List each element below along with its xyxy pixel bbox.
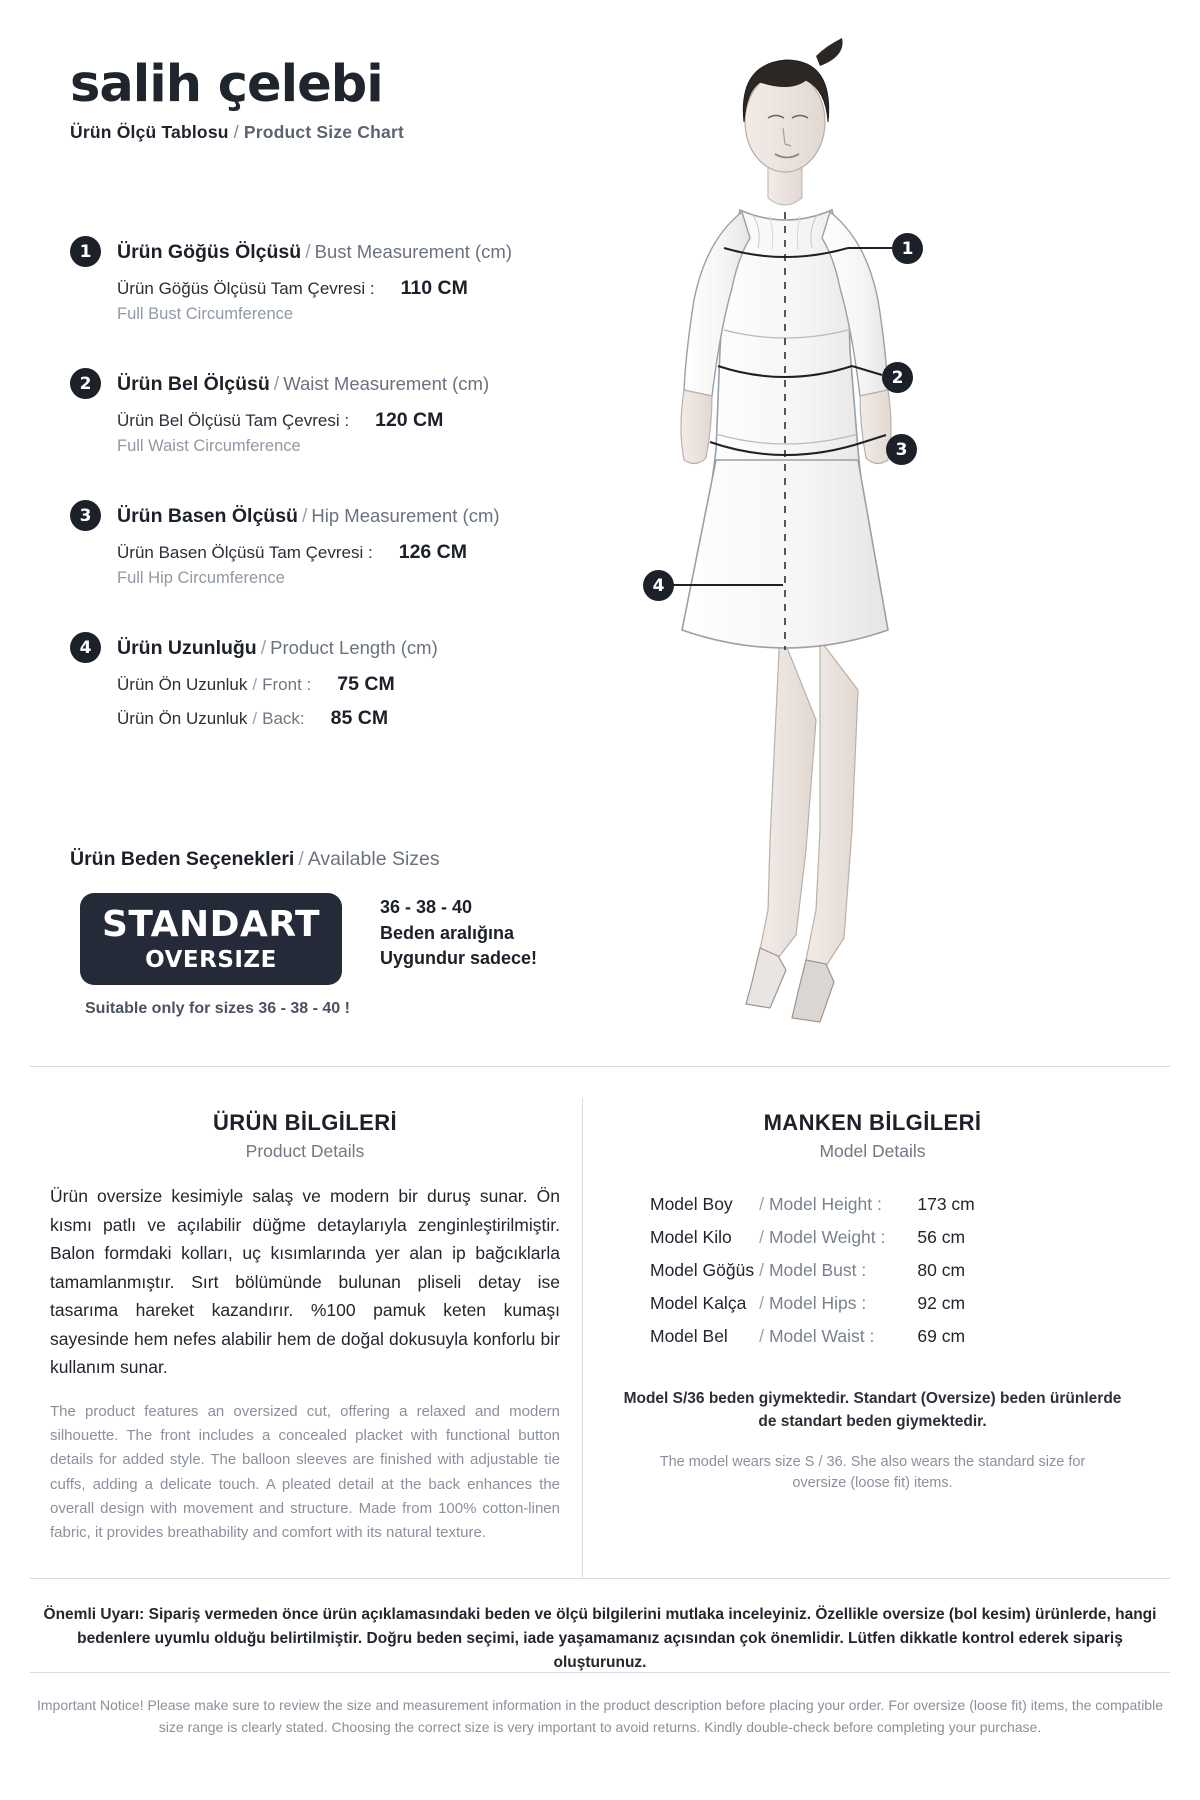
measurement-title-waist — [117, 368, 590, 400]
dress-figure-svg — [620, 30, 1180, 1040]
table-row — [650, 1320, 975, 1353]
model-details-section — [595, 1110, 1150, 1495]
measurement-title-en: Product Length (cm) — [270, 637, 438, 658]
model-label-en: Model Waist : — [768, 1326, 875, 1346]
model-label-tr: Model Kilo — [650, 1227, 732, 1247]
size-badge-line2: OVERSIZE — [145, 946, 277, 973]
model-slash: / — [759, 1326, 764, 1346]
model-slash: / — [759, 1293, 764, 1313]
model-slash: / — [759, 1227, 764, 1247]
model-note-tr: Model S/36 beden giymektedir. Standart (Oversize) beden ürünlerde de standart beden giymektedir. — [623, 1390, 1122, 1431]
measurement-label: Ürün Göğüs Ölçüsü Tam Çevresi : — [117, 279, 375, 298]
measurement-title-en: Hip Measurement (cm) — [311, 505, 500, 526]
available-sizes-title-tr: Ürün Beden Seçenekleri — [70, 848, 295, 870]
callout-3: 3 — [886, 434, 917, 465]
measurement-sub-en-hip: Full Hip Circumference — [117, 569, 285, 587]
model-note-en: The model wears size S / 36. She also wears the standard size for oversize (loose fit) items. — [659, 1453, 1086, 1492]
size-badge-standart-oversize — [80, 893, 342, 985]
title-slash: / — [260, 637, 267, 659]
length-slash: / — [252, 709, 258, 728]
measurement-badge-1: 1 — [70, 236, 101, 267]
length-slash: / — [252, 675, 258, 694]
available-sizes-title — [70, 848, 440, 871]
measurement-row-waist — [70, 368, 590, 456]
model-slash: / — [759, 1194, 764, 1214]
model-label-en: Model Weight : — [768, 1227, 886, 1247]
size-range-note-line2: Beden aralığına — [380, 922, 515, 943]
title-slash: / — [305, 241, 311, 263]
measurement-sub-en-waist: Full Waist Circumference — [117, 437, 301, 455]
brand-block — [70, 55, 500, 143]
measurement-label: Ürün Bel Ölçüsü Tam Çevresi : — [117, 411, 350, 430]
divider-top — [30, 1066, 1170, 1067]
measurement-label: Ürün Basen Ölçüsü Tam Çevresi : — [117, 543, 373, 562]
brand-logo: salih çelebi — [70, 55, 383, 114]
divider-vertical — [582, 1098, 583, 1578]
available-sizes-title-en: Available Sizes — [307, 848, 440, 870]
model-label-tr: Model Bel — [650, 1326, 728, 1346]
divider-footer-top — [30, 1578, 1170, 1579]
model-label-tr: Model Kalça — [650, 1293, 747, 1313]
model-value: 69 cm — [917, 1326, 966, 1346]
table-row — [650, 1254, 975, 1287]
product-details-section — [50, 1110, 560, 1545]
measurement-badge-2: 2 — [70, 368, 101, 399]
measurement-title-hip — [117, 500, 590, 532]
model-label-en: Model Height : — [768, 1194, 882, 1214]
length-front-label-tr: Ürün Ön Uzunluk — [117, 675, 248, 694]
measurement-row-length — [70, 632, 590, 730]
title-slash: / — [273, 373, 280, 395]
model-value: 173 cm — [917, 1194, 975, 1214]
model-label-tr: Model Boy — [650, 1194, 733, 1214]
model-details-table — [650, 1188, 975, 1353]
footer-notice-en: Important Notice! Please make sure to review the size and measurement information in the product description before placing your order. For oversize (loose fit) items, the compatible size range is clearly stated. Choosing the correct size is very important to avoid returns. Kindly double-check before completing your purchase. — [37, 1697, 1163, 1735]
length-front-value: 75 CM — [337, 673, 395, 695]
measurement-title-bust — [117, 236, 590, 268]
model-label-en: Model Hips : — [768, 1293, 867, 1313]
table-row — [650, 1287, 975, 1320]
length-front-line — [117, 673, 590, 696]
title-slash: / — [301, 505, 308, 527]
measurement-sub-en-bust: Full Bust Circumference — [117, 305, 294, 323]
measurement-value: 120 CM — [375, 409, 444, 431]
brand-subtitle — [70, 122, 500, 143]
measurement-title-en: Waist Measurement (cm) — [283, 373, 490, 394]
title-slash: / — [298, 848, 304, 870]
size-range-footnote: Suitable only for sizes 36 - 38 - 40 ! — [85, 1000, 350, 1017]
measurement-title-tr: Ürün Bel Ölçüsü — [117, 373, 270, 395]
measurement-value: 110 CM — [400, 277, 468, 299]
size-range-note-line1: 36 - 38 - 40 — [380, 897, 473, 917]
measurement-title-tr: Ürün Uzunluğu — [117, 637, 257, 659]
measurement-value-line-waist — [117, 409, 590, 432]
model-slash: / — [759, 1260, 764, 1280]
footer-notice-tr: Önemli Uyarı: Sipariş vermeden önce ürün açıklamasındaki beden ve ölçü bilgilerini mutlaka inceleyiniz. Özellikle oversize (bol kesim) ürünlerde, hangi bedenlere uyumlu olduğu belirtilmiştir. Doğru beden seçimi, iade yaşamamanız açısından çok önemlidir. Lütfen dikkatle kontrol ederek sipariş oluşturunuz. — [43, 1606, 1157, 1672]
brand-subtitle-en: Product Size Chart — [243, 121, 404, 142]
brand-subtitle-tr: Ürün Ölçü Tablosu — [70, 121, 229, 142]
length-back-value: 85 CM — [330, 707, 389, 729]
measurement-badge-3: 3 — [70, 500, 101, 531]
measurement-value-line-hip — [117, 541, 590, 564]
measurement-row-hip — [70, 500, 590, 588]
model-illustration — [620, 30, 1180, 1040]
measurement-title-en: Bust Measurement (cm) — [314, 241, 512, 262]
product-details-text-en: The product features an oversized cut, offering a relaxed and modern silhouette. The front includes a concealed placket with functional button details for added style. The balloon sleeves are finished with adjustable tie cuffs, adding a delicate touch. A pleated detail at the back enhances the overall design with movement and structure. Made from 100% cotton-linen fabric, it provides breathability and comfort with its natural texture. — [50, 1402, 560, 1542]
model-label-en: Model Bust : — [768, 1260, 867, 1280]
size-range-note-line3: Uygundur sadece! — [380, 948, 538, 969]
model-details-subtitle: Model Details — [819, 1141, 926, 1161]
callout-1: 1 — [892, 233, 923, 264]
measurement-value-line-bust — [117, 277, 590, 300]
callout-2: 2 — [882, 362, 913, 393]
callout-4: 4 — [643, 570, 674, 601]
model-value: 92 cm — [917, 1293, 966, 1313]
length-back-line — [117, 707, 590, 730]
model-value: 56 cm — [917, 1227, 966, 1247]
model-value: 80 cm — [917, 1260, 966, 1280]
measurement-value: 126 CM — [398, 541, 468, 563]
table-row — [650, 1188, 975, 1221]
length-back-label-tr: Ürün Ön Uzunluk — [117, 709, 248, 728]
size-range-note — [380, 895, 537, 972]
model-details-title: MANKEN BİLGİLERİ — [763, 1110, 982, 1135]
measurement-row-bust — [70, 236, 590, 324]
measurement-list — [70, 236, 590, 764]
table-row — [650, 1221, 975, 1254]
model-label-tr: Model Göğüs — [650, 1260, 755, 1280]
measurement-title-length — [117, 632, 590, 664]
product-details-title: ÜRÜN BİLGİLERİ — [212, 1110, 398, 1135]
brand-subtitle-separator: / — [233, 121, 239, 142]
measurement-title-tr: Ürün Basen Ölçüsü — [117, 505, 298, 527]
length-front-label-en: Front : — [262, 675, 312, 694]
measurement-title-tr: Ürün Göğüs Ölçüsü — [117, 241, 302, 263]
size-badge-line1: STANDART — [101, 903, 321, 945]
product-details-text-tr: Ürün oversize kesimiyle salaş ve modern bir duruş sunar. Ön kısmı patlı ve açılabilir düğme detaylarıyla zenginleştirilmiştir. Balon formdaki kolları, uç kısımlarında yer alan ip bağcıklarla tamamlanmıştır. Sırt bölümünde bulunan pliseli detay ise tasarıma hareket kazandırır. %100 pamuk keten kumaşı sayesinde hem nefes alabilir hem de doğal dokusuyla konforlu bir kullanım sunar. — [50, 1186, 560, 1378]
measurement-badge-4: 4 — [70, 632, 101, 663]
product-details-subtitle: Product Details — [245, 1141, 365, 1161]
length-back-label-en: Back: — [262, 709, 305, 728]
